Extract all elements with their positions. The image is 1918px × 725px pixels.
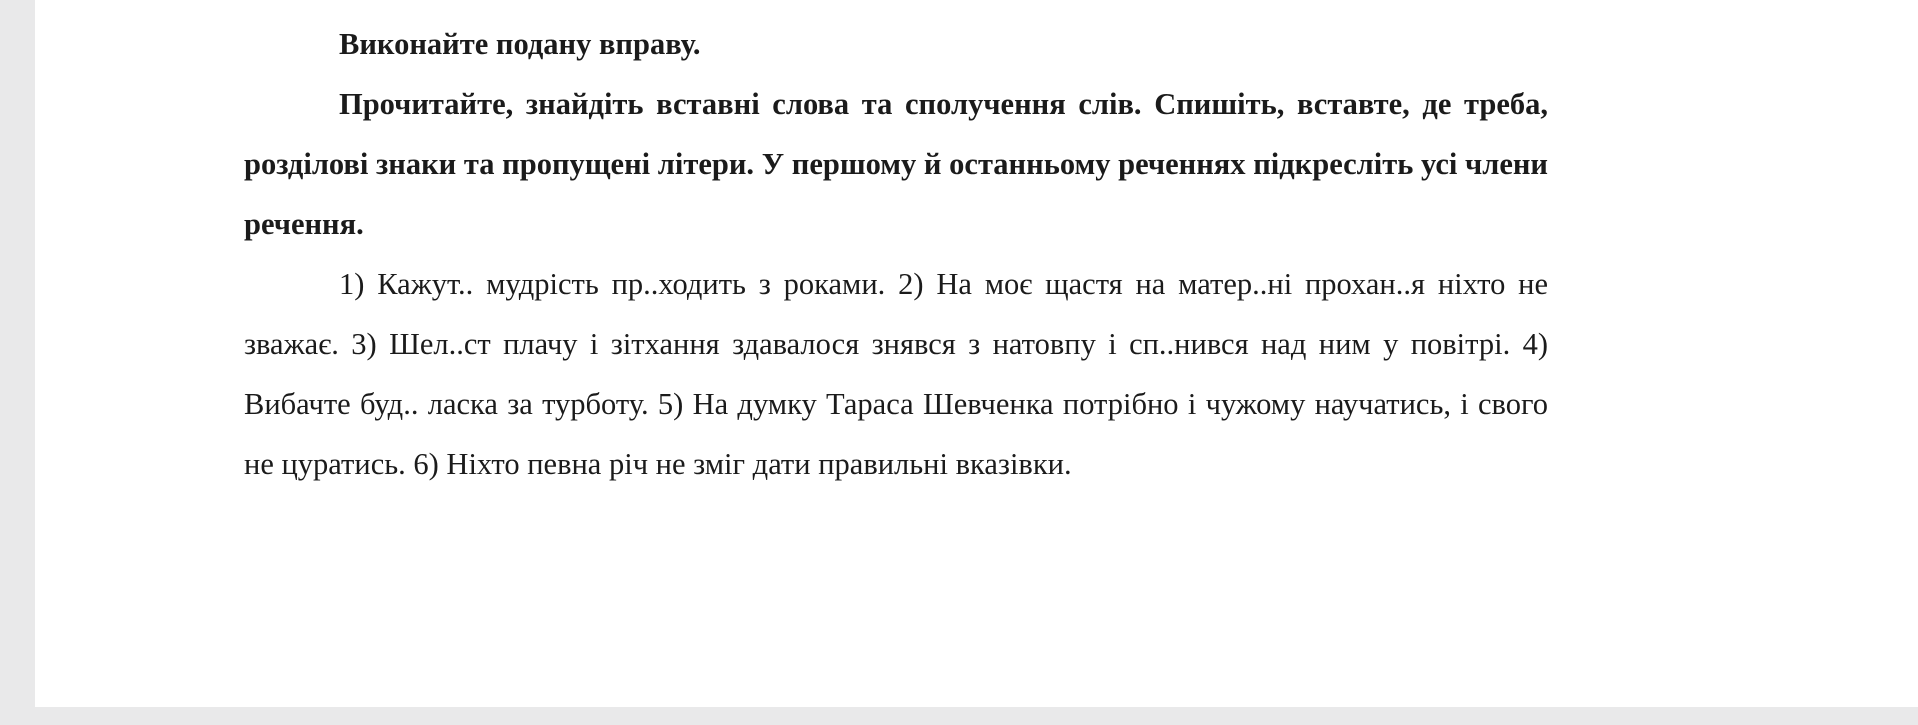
document-content: [244, 0, 1548, 494]
exercise-instruction: Прочитайте, знайдіть вставні слова та сполучення слів. Спишіть, вставте, де треба, розділові знаки та пропущені літери. У першому й останньому реченнях підкресліть усі члени речення.: [244, 87, 1548, 241]
page-left-margin: [0, 0, 35, 725]
exercise-sentences: 1) Кажут.. мудрість пр..ходить з роками. 2) На моє щастя на матер..ні прохан..я ніхто не зважає. 3) Шел..ст плачу і зітхання здавалося знявся з натовпу і сп..нився над ним у повітрі. 4) Вибачте буд.. ласка за турботу. 5) На думку Тараса Шевченка потрібно і чужому научатись, і свого не цуратись. 6) Ніхто певна річ не зміг дати правильні вказівки.: [244, 267, 1548, 481]
page-bottom-margin: [0, 707, 1918, 725]
exercise-heading: Виконайте подану вправу.: [339, 27, 701, 61]
document-page: [35, 0, 1918, 707]
